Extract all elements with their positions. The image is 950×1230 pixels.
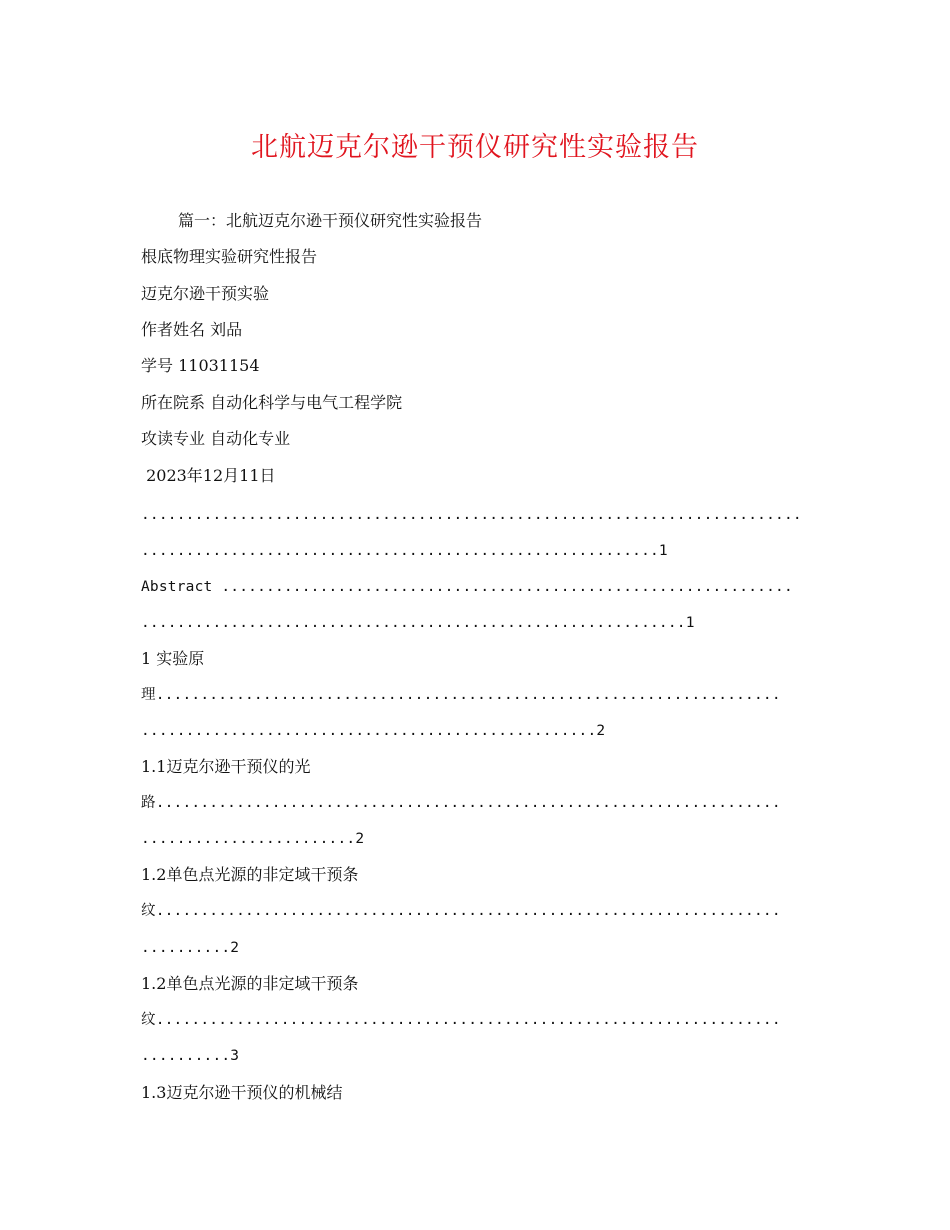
toc-line: 1.1迈克尔逊干预仪的光 xyxy=(141,757,311,776)
toc-line: ........................2 xyxy=(141,831,365,847)
toc-line: ..........2 xyxy=(141,940,240,956)
toc-line: Abstract ................................................................ xyxy=(141,579,793,595)
toc-line: ..........3 xyxy=(141,1048,240,1064)
meta-major: 攻读专业 自动化专业 xyxy=(141,429,291,448)
toc-line: ...................................................2 xyxy=(141,723,606,739)
meta-department: 所在院系 自动化科学与电气工程学院 xyxy=(141,393,403,412)
meta-experiment-name: 迈克尔逊干预实验 xyxy=(141,284,270,303)
toc-line: 理...................................................................... xyxy=(141,687,781,703)
toc-line: 1.2单色点光源的非定域干预条 xyxy=(141,974,359,993)
meta-report-type: 根底物理实验研究性报告 xyxy=(141,247,318,266)
toc-line: ..........................................................1 xyxy=(141,543,668,559)
toc-line: .......................................................................... xyxy=(141,507,802,523)
intro-line: 篇一：北航迈克尔逊干预仪研究性实验报告 xyxy=(178,211,483,230)
toc-line: 1 实验原 xyxy=(141,649,205,668)
toc-line: 纹...................................................................... xyxy=(141,1012,781,1028)
toc-line: 1.2单色点光源的非定域干预条 xyxy=(141,865,359,884)
meta-date: 2023年12月11日 xyxy=(141,466,276,485)
meta-student-id: 学号 11031154 xyxy=(141,356,260,375)
toc-line: 路...................................................................... xyxy=(141,795,781,811)
toc-line: 1.3迈克尔逊干预仪的机械结 xyxy=(141,1083,343,1102)
toc-line: .............................................................1 xyxy=(141,615,695,631)
document-title: 北航迈克尔逊干预仪研究性实验报告 xyxy=(251,132,699,163)
toc-line: 纹...................................................................... xyxy=(141,903,781,919)
meta-author: 作者姓名 刘品 xyxy=(141,320,243,339)
